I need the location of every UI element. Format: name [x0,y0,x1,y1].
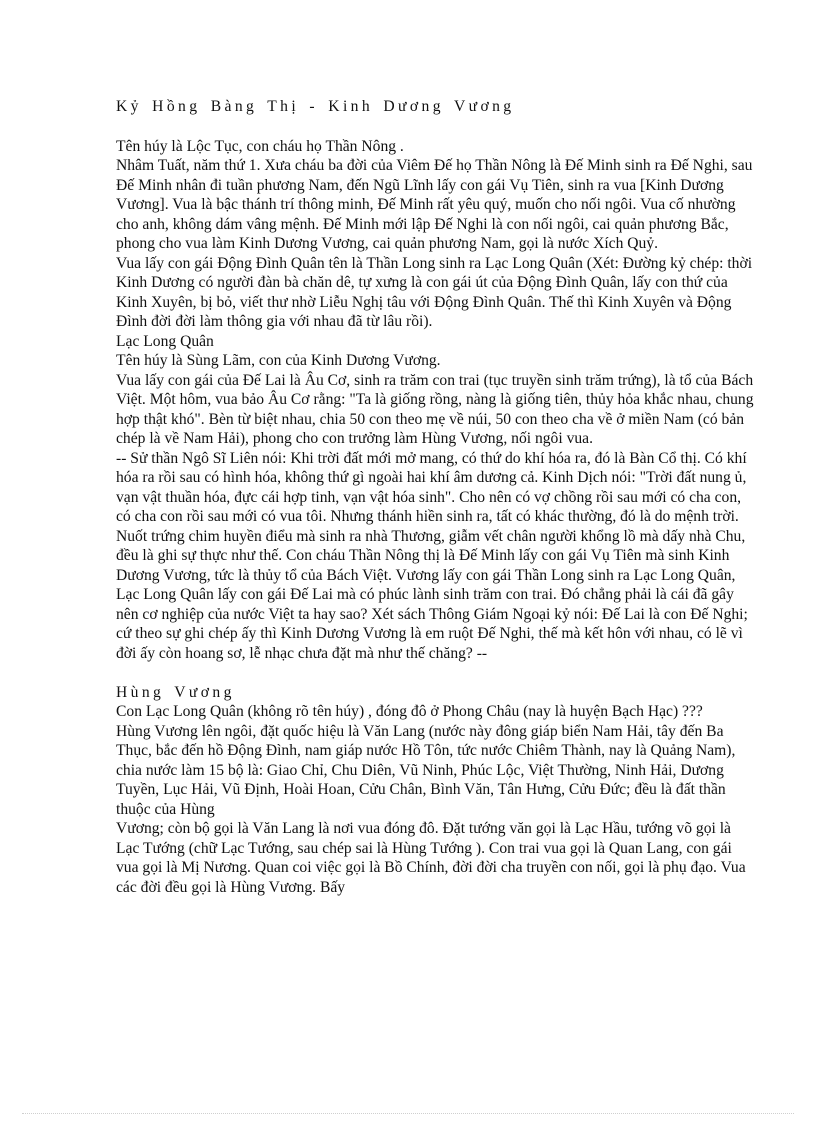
paragraph: -- Sử thần Ngô Sĩ Liên nói: Khi trời đất mới mở mang, có thứ do khí hóa ra, đó là Bàn Cổ thị. Có khí hóa ra rồi sau có hình hóa, không thứ gì ngoài hai khí âm dương cả. Kinh Dịch nói: "Trời đất nung ủ, vạn vật thuần hóa, đực cái hợp tinh, vạn vật hóa sinh". Cho nên có vợ chồng rồi sau mới có cha con, có cha con rồi sau mới có vua tôi. Nhưng thánh hiền sinh ra, tất có khác thường, đó là do mệnh trời. Nuốt trứng chim huyền điểu mà sinh ra nhà Thương, giẫm vết chân người khổng lồ mà dấy nhà Chu, đều là ghi sự thực như thế. Con cháu Thần Nông thị là Đế Minh lấy con gái Vụ Tiên mà sinh Kinh Dương Vương, tức là thủy tổ của Bách Việt. Vương lấy con gái Thần Long sinh ra Lạc Long Quân, Lạc Long Quân lấy con gái Đế Lai mà có phúc lành sinh trăm con trai. Đó chẳng phải là cái đã gây nên cơ nghiệp của nước Việt ta hay sao? Xét sách Thông Giám Ngoại kỷ nói: Đế Lai là con Đế Nghi; cứ theo sự ghi chép ấy thì Kinh Dương Vương là em ruột Đế Nghi, thế mà kết hôn với nhau, có lẽ vì đời ấy còn hoang sơ, lễ nhạc chưa đặt mà như thế chăng? -- [116,449,752,662]
paragraph: Tên húy là Sùng Lãm, con của Kinh Dương Vương. [116,352,441,369]
section-heading-kinh-duong-vuong: Kỷ Hồng Bàng Thị - Kinh Dương Vương [116,98,515,115]
subheading-lac-long-quan: Lạc Long Quân [116,332,214,350]
paragraph: Hùng Vương lên ngôi, đặt quốc hiệu là Văn Lang (nước này đông giáp biển Nam Hải, tây đến Ba Thục, bắc đến hồ Động Đình, nam giáp nước Hồ Tôn, tức nước Chiêm Thành, nay là Quảng Nam), chia nước làm 15 bộ là: Giao Chỉ, Chu Diên, Vũ Ninh, Phúc Lộc, Việt Thường, Ninh Hải, Dương Tuyền, Lục Hải, Vũ Định, Hoài Hoan, Cửu Chân, Bình Văn, Tân Hưng, Cửu Đức; đều là đất thần thuộc của Hùng [116,722,740,818]
spacer [116,117,756,137]
spacer [116,663,756,683]
paragraph: Vua lấy con gái Động Đình Quân tên là Thần Long sinh ra Lạc Long Quân (Xét: Đường kỷ chép: thời Kinh Dương có người đàn bà chăn dê, tự xưng là con gái út của Động Đình Quân, lấy con thứ của Kinh Xuyên, bị bỏ, viết thư nhờ Liễu Nghị tâu với Động Đình Quân. Thế thì Kinh Xuyên và Động Đình đời đời làm thông gia với nhau đã từ lâu rồi). [116,254,756,330]
paragraph: Vương; còn bộ gọi là Văn Lang là nơi vua đóng đô. Đặt tướng văn gọi là Lạc Hầu, tướng võ gọi là Lạc Tướng (chữ Lạc Tướng, sau chép sai là Hùng Tướng ). Con trai vua gọi là Quan Lang, con gái vua gọi là Mị Nương. Quan coi việc gọi là Bồ Chính, đời đời cha truyền con nối, gọi là phụ đạo. Vua các đời đều gọi là Hùng Vương. Bấy [116,820,750,896]
paragraph: Tên húy là Lộc Tục, con cháu họ Thần Nông . [116,137,404,155]
page-bottom-divider [22,1113,794,1114]
paragraph: Vua lấy con gái của Đế Lai là Âu Cơ, sinh ra trăm con trai (tục truyền sinh trăm trứng), là tổ của Bách Việt. Một hôm, vua bảo Âu Cơ rằng: "Ta là giống rồng, nàng là giống tiên, thủy hỏa khắc nhau, chung hợp thật khó". Bèn từ biệt nhau, chia 50 con theo mẹ về núi, 50 con theo cha về ở miền Nam (có bản chép là về Nam Hải), phong cho con trưởng làm Hùng Vương, nối ngôi vua. [116,371,758,447]
document-body [116,97,756,897]
paragraph: Con Lạc Long Quân (không rõ tên húy) , đóng đô ở Phong Châu (nay là huyện Bạch Hạc) ??? [116,703,703,720]
paragraph: Nhâm Tuất, năm thứ 1. Xưa cháu ba đời của Viêm Đế họ Thần Nông là Đế Minh sinh ra Đế Nghi, sau Đế Minh nhân đi tuần phương Nam, đến Ngũ Lĩnh lấy con gái Vụ Tiên, sinh ra vua [Kinh Dương Vương]. Vua là bậc thánh trí thông minh, Đế Minh rất yêu quý, muốn cho nối ngôi. Vua cố nhường cho anh, không dám vâng mệnh. Đế Minh mới lập Đế Nghi là con nối ngôi, cai quản phương Bắc, phong cho vua làm Kinh Dương Vương, cai quản phương Nam, gọi là nước Xích Quỷ. [116,157,757,252]
section-heading-hung-vuong: Hùng Vương [116,683,235,701]
